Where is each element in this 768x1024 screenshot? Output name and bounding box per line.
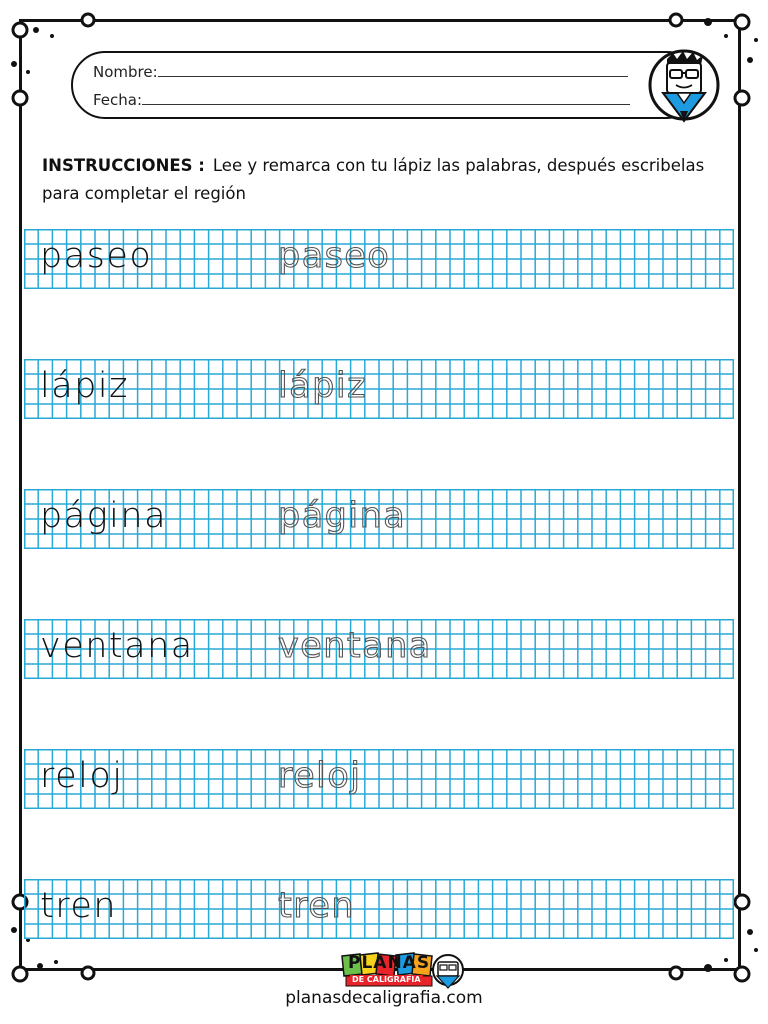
corner-dot-icon [735, 91, 749, 105]
corner-dot-icon [670, 967, 682, 979]
corner-dot-icon [13, 967, 27, 981]
model-word: ventana [40, 626, 194, 666]
practice-row[interactable] [24, 879, 734, 939]
grid-lines [24, 749, 734, 809]
name-line[interactable] [93, 63, 628, 81]
corner-dot-icon [670, 14, 682, 26]
corner-dot-icon [82, 967, 94, 979]
model-word: lápiz [40, 366, 129, 406]
corner-dot-icon [13, 23, 27, 37]
corner-dot-icon [735, 895, 749, 909]
trace-word[interactable]: paseo [278, 236, 391, 276]
instructions-lead: INSTRUCCIONES : [42, 156, 205, 175]
corner-dot-icon [82, 14, 94, 26]
name-blank[interactable] [158, 64, 628, 77]
date-label: Fecha: [93, 91, 143, 109]
corner-dot-icon [13, 91, 27, 105]
trace-word[interactable]: página [278, 496, 407, 536]
practice-row[interactable] [24, 229, 734, 289]
practice-row[interactable] [24, 489, 734, 549]
grid-lines [24, 359, 734, 419]
trace-word[interactable]: tren [278, 886, 356, 926]
instructions-text [42, 152, 732, 208]
model-word: tren [40, 886, 118, 926]
corner-dot-icon [735, 967, 749, 981]
practice-row[interactable] [24, 359, 734, 419]
trace-word[interactable]: reloj [278, 756, 362, 796]
trace-word[interactable]: ventana [278, 626, 432, 666]
name-label: Nombre: [93, 63, 158, 81]
practice-row[interactable] [24, 619, 734, 679]
logo-subtitle: DE CALIGRAFIA [352, 975, 421, 984]
model-word: página [40, 496, 168, 536]
site-url[interactable]: planasdecaligrafia.com [285, 988, 483, 1008]
instructions-body: Lee y remarca con tu lápiz las palabras, después escribelas para completar el región [42, 156, 705, 203]
date-blank[interactable] [142, 92, 630, 105]
date-line[interactable] [93, 91, 630, 109]
grid-lines [24, 879, 734, 939]
trace-word[interactable]: lápiz [278, 366, 367, 406]
teacher-mascot-icon [645, 45, 723, 125]
model-word: paseo [40, 236, 153, 276]
practice-row[interactable] [24, 749, 734, 809]
corner-dot-icon [735, 15, 749, 29]
logo-title: PLANAS [348, 953, 431, 973]
model-word: reloj [40, 756, 124, 796]
